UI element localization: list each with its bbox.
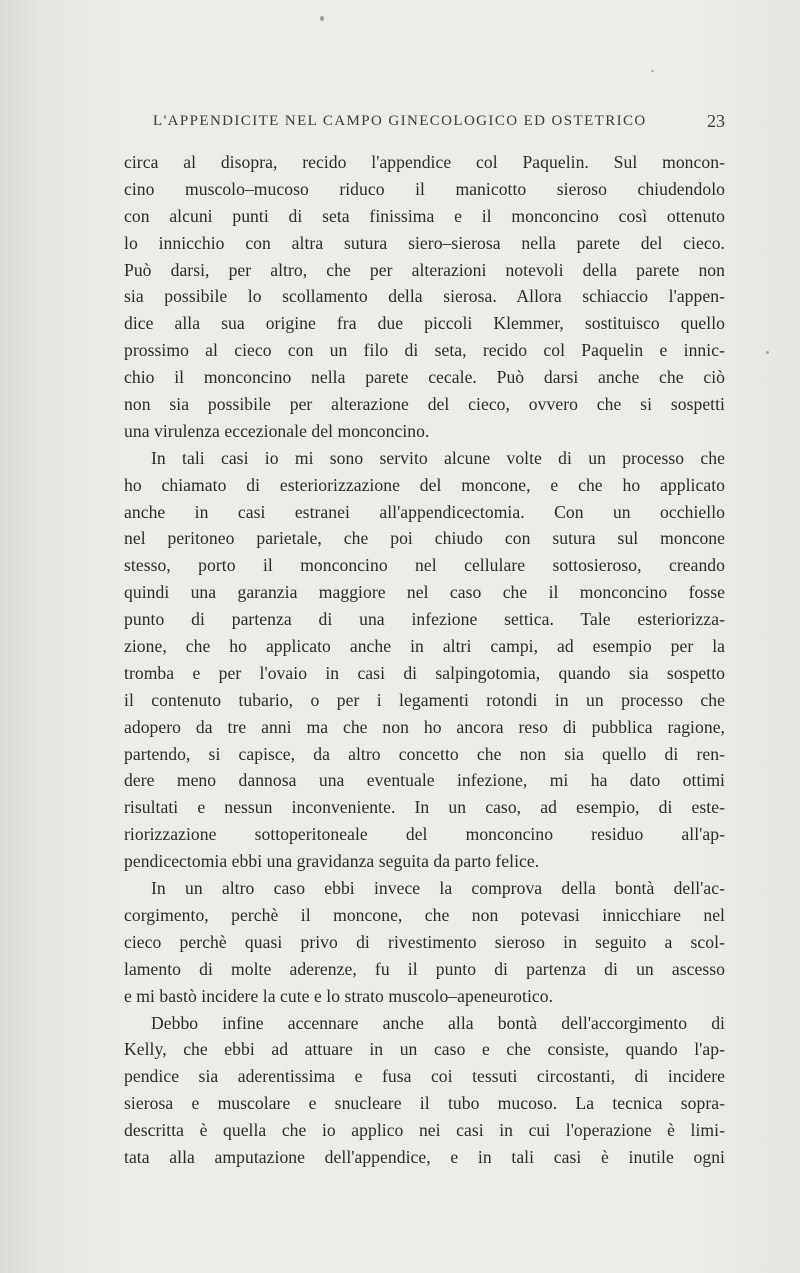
text-line: lo innicchio con altra sutura siero–sierosa nella parete del cieco.: [124, 232, 725, 253]
text-line: e mi bastò incidere la cute e lo strato muscolo–apeneurotico.: [124, 985, 554, 1006]
text-line: una virulenza eccezionale del monconcino.: [124, 420, 430, 441]
text-line: risultati e nessun inconveniente. In un caso, ad esempio, di este-: [124, 797, 725, 818]
text-line: partendo, si capisce, da altro concetto che non sia quello di ren-: [124, 743, 725, 764]
text-line: Può darsi, per altro, che per alterazioni notevoli della parete non: [124, 259, 725, 280]
paper-blemish: [766, 351, 769, 354]
text-line: tromba e per l'ovaio in casi di salpingotomia, quando sia sospetto: [124, 662, 725, 683]
text-line: non sia possibile per alterazione del cieco, ovvero che si sospetti: [124, 394, 725, 415]
text-line: circa al disopra, recido l'appendice col Paquelin. Sul moncon-: [124, 152, 725, 172]
body-text: [124, 149, 725, 1171]
text-line: riorizzazione sottoperitoneale del monconcino residuo all'ap-: [124, 824, 725, 845]
paper-blemish: [651, 70, 654, 72]
text-line: pendice sia aderentissima e fusa coi tessuti circostanti, di incidere: [124, 1066, 725, 1087]
text-line: corgimento, perchè il moncone, che non potevasi innicchiare nel: [124, 904, 725, 925]
paper-blemish: [320, 16, 324, 21]
text-line: Debbo infine accennare anche alla bontà dell'accorgimento di: [151, 1012, 725, 1033]
text-line: prossimo al cieco con un filo di seta, recido col Paquelin e innic-: [124, 340, 725, 361]
text-line: il contenuto tubario, o per i legamenti rotondi in un processo che: [124, 689, 725, 710]
text-line: zione, che ho applicato anche in altri campi, ad esempio per la: [124, 636, 725, 657]
text-line: descritta è quella che io applico nei casi in cui l'operazione è limi-: [124, 1120, 725, 1141]
text-line: dere meno dannosa una eventuale infezione, mi ha dato ottimi: [124, 770, 725, 791]
text-line: tata alla amputazione dell'appendice, e in tali casi è inutile ogni: [124, 1146, 725, 1167]
text-line: punto di partenza di una infezione settica. Tale esteriorizza-: [124, 609, 725, 630]
text-line: quindi una garanzia maggiore nel caso che il monconcino fosse: [124, 582, 725, 603]
text-line: cieco perchè quasi privo di rivestimento sieroso in seguito a scol-: [124, 931, 725, 952]
text-line: con alcuni punti di seta finissima e il monconcino così ottenuto: [124, 205, 725, 226]
text-line: pendicectomia ebbi una gravidanza seguita da parto felice.: [124, 851, 540, 872]
text-line: adopero da tre anni ma che non ho ancora reso di pubblica ragione,: [124, 716, 725, 737]
page-number: 23: [707, 111, 725, 131]
text-line: nel peritoneo parietale, che poi chiudo con sutura sul moncone: [124, 528, 725, 549]
running-header: [153, 111, 725, 137]
text-line: In tali casi io mi sono servito alcune volte di un processo che: [151, 447, 725, 468]
text-line: dice alla sua origine fra due piccoli Klemmer, sostituisco quello: [124, 313, 725, 334]
running-title: L'APPENDICITE NEL CAMPO GINECOLOGICO ED OSTETRICO: [153, 113, 647, 129]
text-line: Kelly, che ebbi ad attuare in un caso e che consiste, quando l'ap-: [124, 1039, 725, 1060]
text-line: sia possibile lo scollamento della sierosa. Allora schiaccio l'appen-: [124, 286, 725, 307]
text-line: ho chiamato di esteriorizzazione del moncone, e che ho applicato: [124, 474, 725, 495]
text-line: anche in casi estranei all'appendicectomia. Con un occhiello: [124, 501, 725, 522]
text-line: In un altro caso ebbi invece la comprova della bontà dell'ac-: [151, 878, 725, 899]
text-line: lamento di molte aderenze, fu il punto di partenza di un ascesso: [124, 958, 725, 979]
text-line: stesso, porto il monconcino nel cellulare sottosieroso, creando: [124, 555, 725, 576]
text-line: chio il monconcino nella parete cecale. Può darsi anche che ciò: [124, 367, 725, 388]
text-line: sierosa e muscolare e snucleare il tubo mucoso. La tecnica sopra-: [124, 1093, 725, 1114]
text-line: cino muscolo–mucoso riduco il manicotto sieroso chiudendolo: [124, 178, 725, 199]
